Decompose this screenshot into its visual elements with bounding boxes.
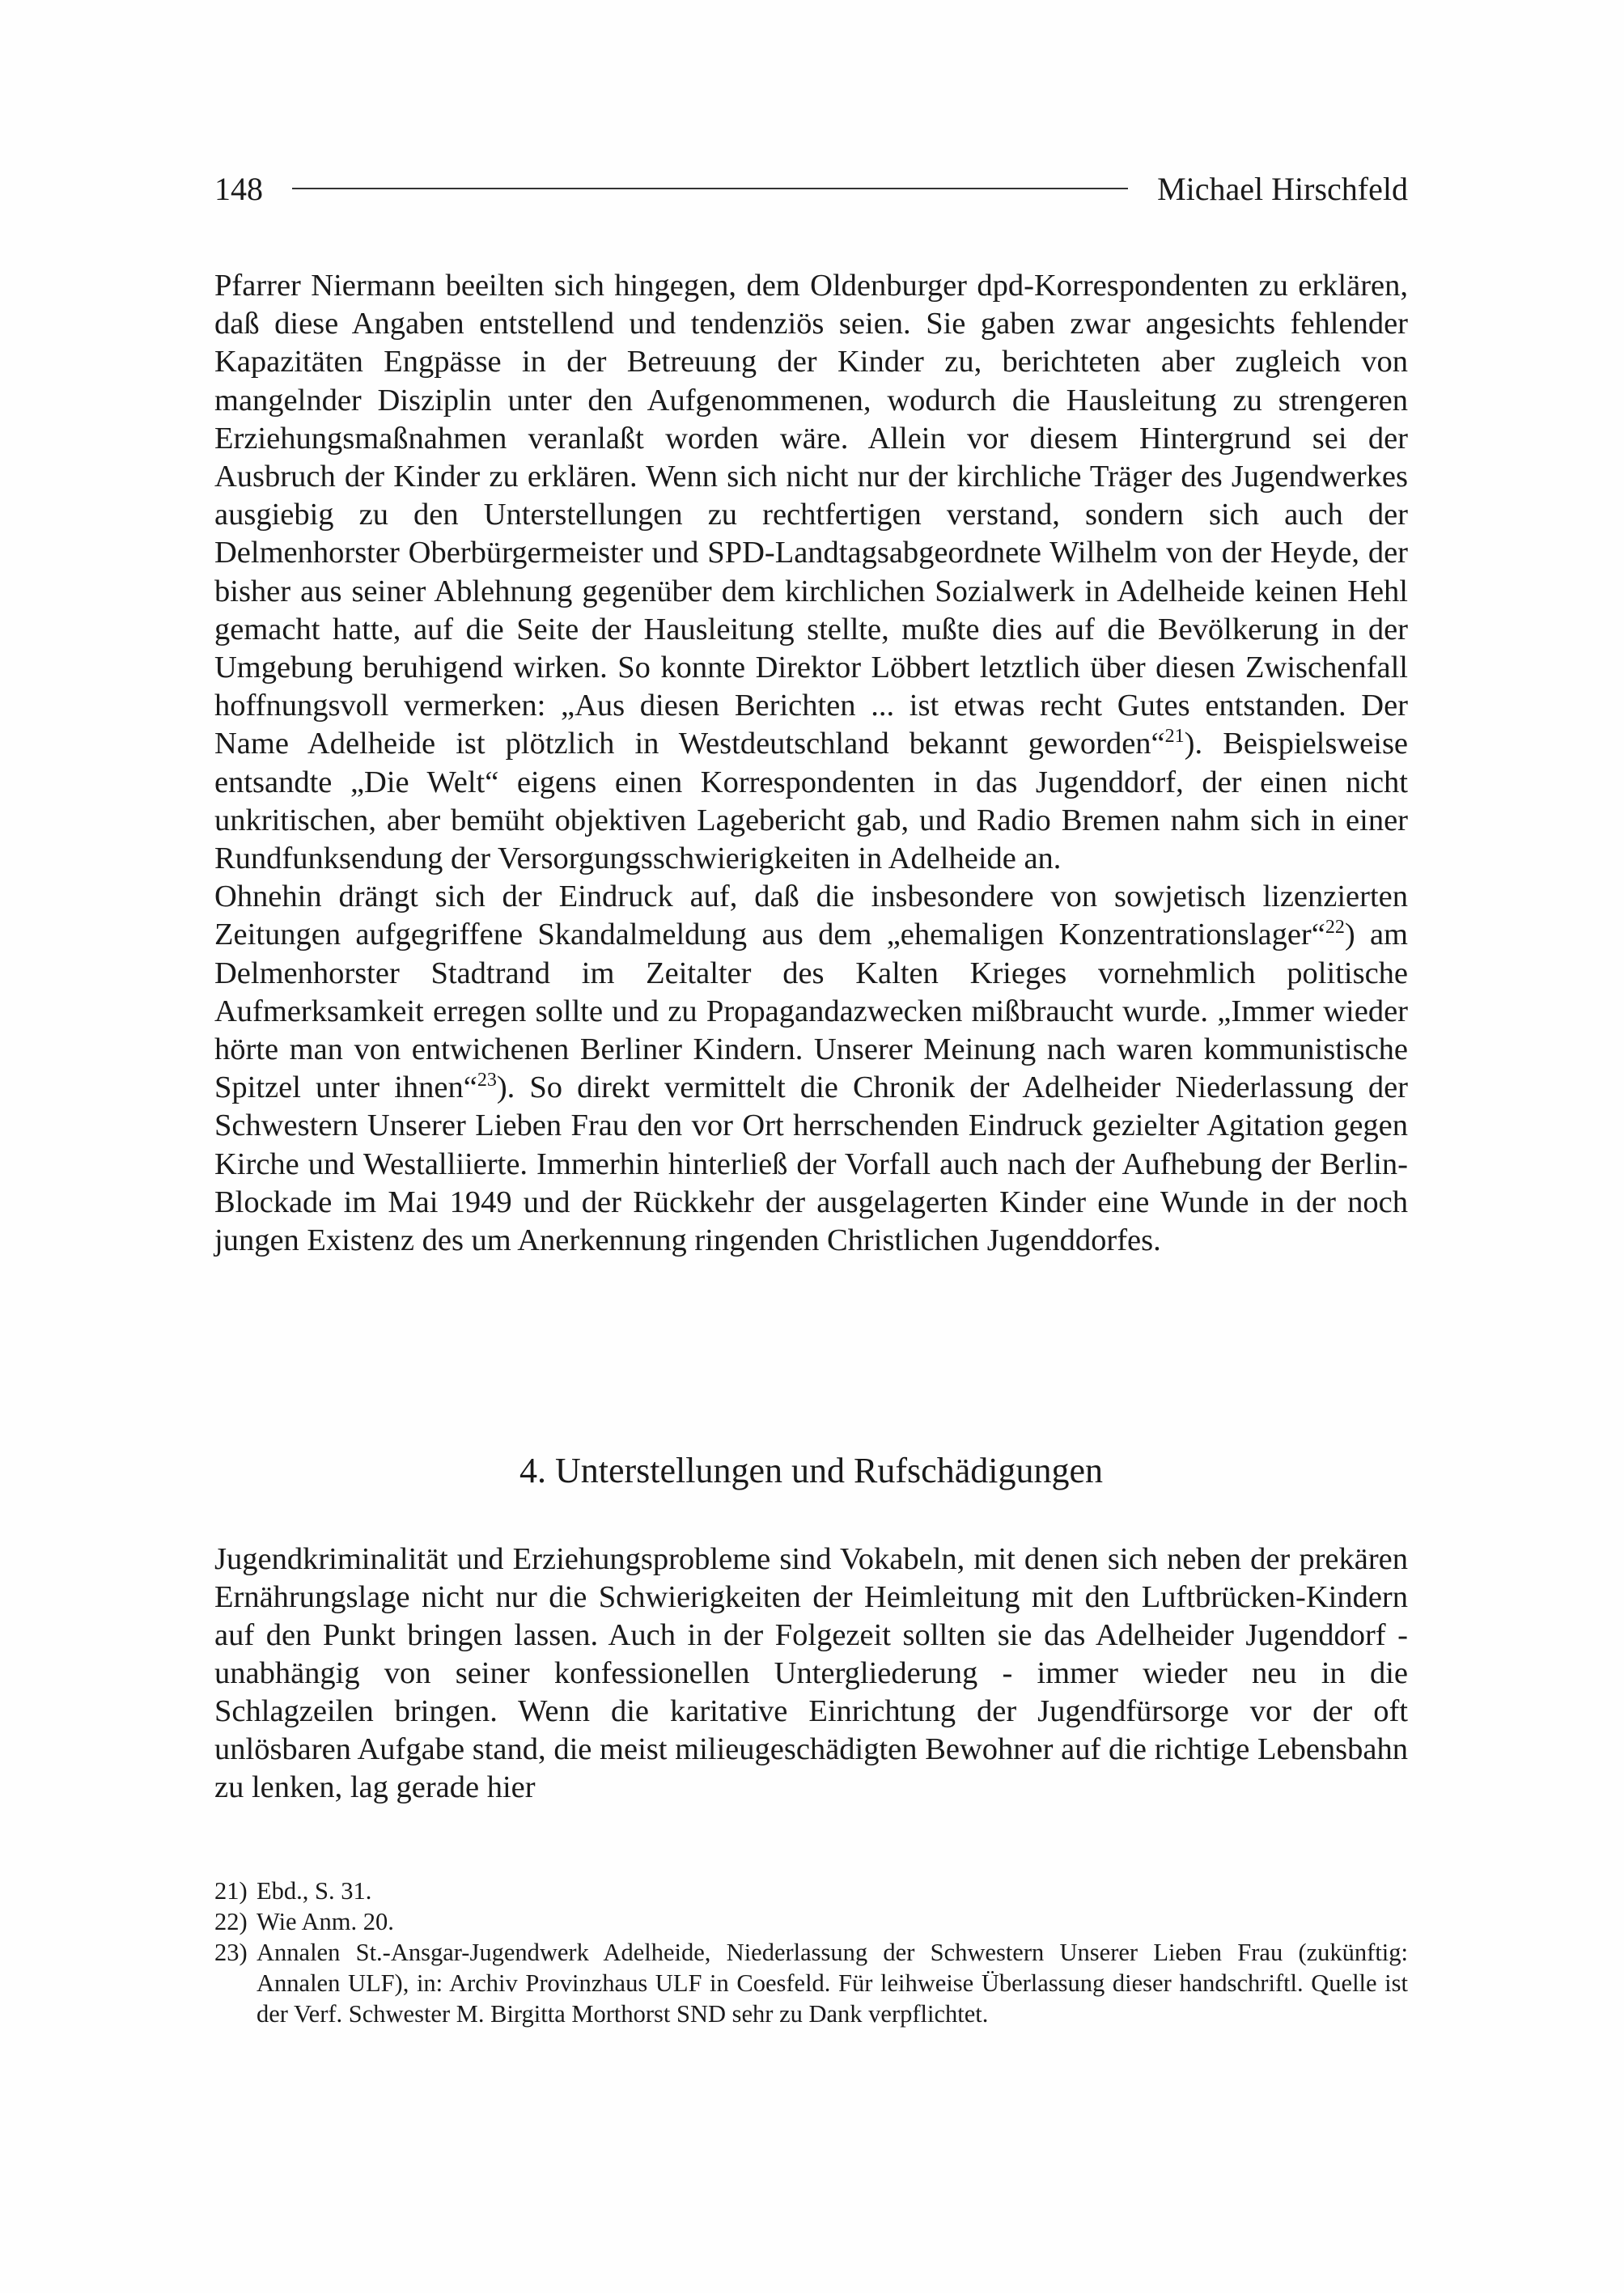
footnotes [214,1876,1408,2029]
paragraph-2 [214,878,1408,1260]
header-rule [292,188,1128,189]
footnote-number: 22) [214,1908,248,1935]
footnote-ref-21[interactable]: 21 [1164,726,1185,748]
footnote-number: 21) [214,1877,248,1905]
running-head [214,168,1408,209]
paragraph-1-part-1: Pfarrer Niermann beeilten sich hingegen, dem Oldenburger dpd-Korrespondenten zu erklären, daß diese Angaben entstellend und tendenziös seien. Sie gaben zwar angesichts fehlender Kapazitäten Engpässe in der Betreuung der Kinder zu, berichteten aber zugleich von mangelnder Disziplin unter den Aufgenommenen, wodurch die Hausleitung zu strengeren Erziehungsmaßnahmen veranlaßt worden wäre. Allein vor diesem Hintergrund sei der Ausbruch der Kinder zu erklären. Wenn sich nicht nur der kirchliche Träger des Jugendwerkes ausgiebig zu den Unterstellungen zu rechtfertigen verstand, sondern sich auch der Delmenhorster Oberbürgermeister und SPD-Landtagsabgeordnete Wilhelm von der Heyde, der bisher aus seiner Ablehnung gegenüber dem kirchlichen Sozialwerk in Adelheide keinen Hehl gemacht hatte, auf die Seite der Hausleitung stellte, mußte dies auf die Bevölkerung in der Umgebung beruhigend wirken. So konnte Direktor Löbbert letztlich über diesen Zwischenfall hoffnungsvoll vermerken: „Aus diesen Berichten ... ist etwas recht Gutes entstanden. Der Name Adelheide ist plötzlich in Westdeutschland bekannt geworden“ [214,269,1408,761]
footnote-ref-22[interactable]: 22 [1325,917,1345,939]
paragraph-1-part-2: ). Beispielsweise entsandte „Die Welt“ eigens einen Korrespondenten in das Jugenddorf, der einen nicht unkritischen, aber bemüht objektiven Lagebericht gab, und Radio Bremen nahm sich in einer Rundfunksendung der Versorgungsschwierigkeiten in Adelheide an. [214,727,1409,876]
paragraph-2-part-1: Ohnehin drängt sich der Eindruck auf, daß die insbesondere von sowjetisch lizenzierten Zeitungen aufgegriffene Skandalmeldung aus dem „ehemaligen Konzentrationslager“ [214,879,1408,952]
paragraph-1 [214,267,1408,878]
section-text [214,1541,1408,1807]
paragraph-2-part-2: ) am Delmenhorster Stadtrand im Zeitalter des Kalten Krieges vornehmlich politische Aufmerksamkeit erregen sollte und zu Propagandazwecken mißbraucht wurde. „Immer wieder hörte man von entwichenen Berliner Kindern. Unserer Meinung nach waren kommunistische Spitzel unter ihnen“ [214,918,1408,1105]
paragraph-2-part-3: ). So direkt vermittelt die Chronik der Adelheider Niederlassung der Schwestern Unserer Lieben Frau den vor Ort herrschenden Eindruck gezielter Agitation gegen Kirche und Westalliierte. Immerhin hinterließ der Vorfall auch nach der Aufhebung der Berlin-Blockade im Mai 1949 und der Rückkehr der ausgelagerten Kinder eine Wunde in der noch jungen Existenz des um Anerkennung ringenden Christlichen Jugenddorfes. [214,1070,1409,1258]
footnote-text: Wie Anm. 20. [257,1908,394,1935]
footnote-ref-23[interactable]: 23 [477,1070,497,1091]
footnote-22 [214,1906,1408,1937]
footnote-text: Ebd., S. 31. [257,1877,372,1905]
main-text [214,267,1408,1260]
running-head-author: Michael Hirschfeld [1157,170,1408,207]
footnote-23 [214,1937,1408,2029]
page-number: 148 [214,170,263,207]
section-paragraph: Jugendkriminalität und Erziehungsprobleme sind Vokabeln, mit denen sich neben der prekären Ernährungslage nicht nur die Schwierigkeiten der Heimleitung mit den Luftbrücken-Kindern auf den Punkt bringen lassen. Auch in der Folgezeit sollten sie das Adelheider Jugenddorf - unabhängig von seiner konfessionellen Untergliederung - immer wieder neu in die Schlagzeilen bringen. Wenn die karitative Einrichtung der Jugendfürsorge vor der oft unlösbaren Aufgabe stand, die meist milieugeschädigten Bewohner auf die richtige Lebensbahn zu lenken, lag gerade hier [214,1542,1408,1804]
footnote-number: 23) [214,1939,248,1966]
footnote-text: Annalen St.-Ansgar-Jugendwerk Adelheide, Niederlassung der Schwestern Unserer Lieben Frau (zukünftig: Annalen ULF), in: Archiv Provinzhaus ULF in Coesfeld. Für leihweise Überlassung dieser handschriftl. Quelle ist der Verf. Schwester M. Birgitta Morthorst SND sehr zu Dank verpflichtet. [257,1939,1408,2028]
section-heading: 4. Unterstellungen und Rufschädigungen [519,1451,1103,1490]
footnote-21 [214,1876,1408,1906]
